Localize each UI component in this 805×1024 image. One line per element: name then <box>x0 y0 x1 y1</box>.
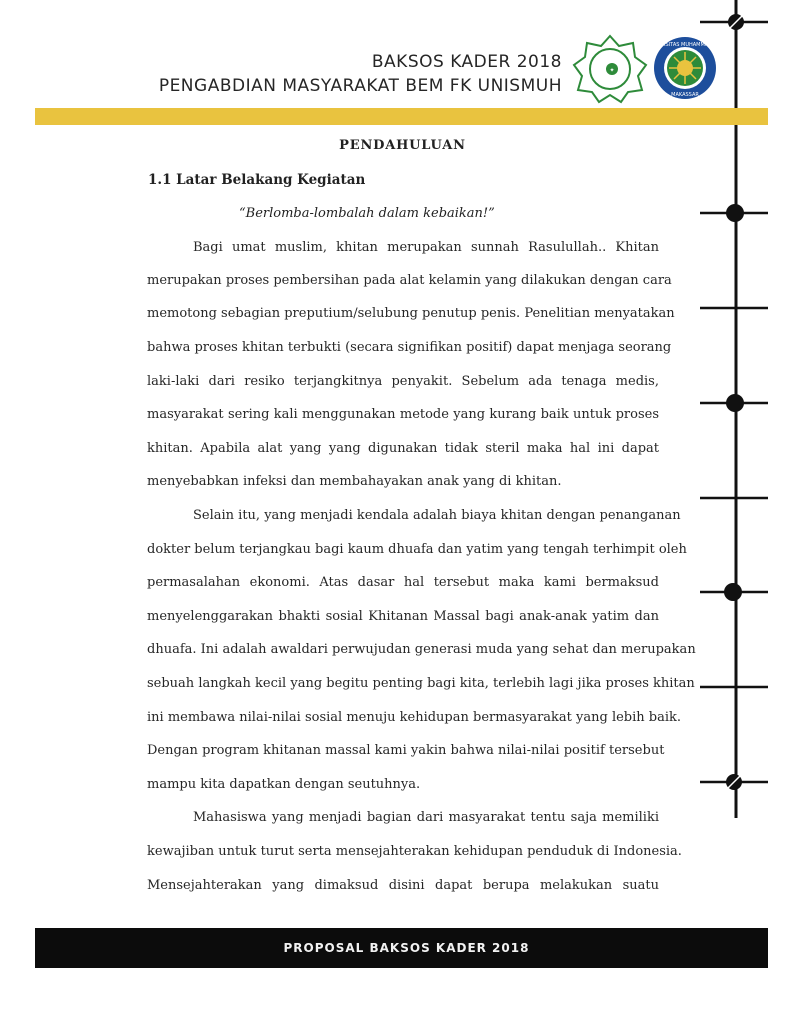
muhammadiyah-logo-icon <box>572 34 648 104</box>
logo-text-top: UNIVERSITAS MUHAMMADIYAH <box>646 42 724 48</box>
paragraph-line: mampu kita dapatkan dengan seutuhnya. <box>147 777 421 792</box>
paragraph-line: dhuafa. Ini adalah awaldari perwujudan generasi muda yang sehat dan merupakan <box>147 642 696 657</box>
paragraph-line: Bagi umat muslim, khitan merupakan sunnah Rasulullah.. Khitan <box>193 240 659 255</box>
paragraph-line: permasalahan ekonomi. Atas dasar hal tersebut maka kami bermaksud <box>147 575 659 590</box>
paragraph-line: ini membawa nilai-nilai sosial menuju kehidupan bermasyarakat yang lebih baik. <box>147 710 682 725</box>
header-accent-bar <box>35 108 768 125</box>
section-heading: 1.1 Latar Belakang Kegiatan <box>148 172 366 188</box>
page-title: PENDAHULUAN <box>339 138 466 153</box>
paragraph-line: Mahasiswa yang menjadi bagian dari masyarakat tentu saja memiliki <box>193 810 659 825</box>
header-title: BAKSOS KADER 2018 <box>371 52 562 72</box>
footer-label: PROPOSAL BAKSOS KADER 2018 <box>283 941 530 955</box>
timeline-dot <box>726 204 744 222</box>
paragraph-line: Dengan program khitanan massal kami yakin bahwa nilai-nilai positif tersebut <box>147 743 665 758</box>
paragraph-line: sebuah langkah kecil yang begitu penting bagi kita, terlebih lagi jika proses khitan <box>147 676 695 691</box>
timeline-dot <box>724 583 742 601</box>
quote: “Berlomba-lombalah dalam kebaikan!” <box>239 206 495 221</box>
paragraph-line: Mensejahterakan yang dimaksud disini dapat berupa melakukan suatu <box>147 878 659 893</box>
logo-text-bottom: MAKASSAR <box>671 92 699 98</box>
paragraph-line: masyarakat sering kali menggunakan metode yang kurang baik untuk proses <box>147 407 659 422</box>
paragraph-line: khitan. Apabila alat yang yang digunakan tidak steril maka hal ini dapat <box>147 441 659 456</box>
timeline-dot <box>726 394 744 412</box>
paragraph-line: menyelenggarakan bhakti sosial Khitanan Massal bagi anak-anak yatim dan <box>147 609 659 624</box>
paragraph-line: menyebabkan infeksi dan membahayakan anak yang di khitan. <box>147 474 562 489</box>
paragraph-line: kewajiban untuk turut serta mensejahterakan kehidupan penduduk di Indonesia. <box>147 844 682 859</box>
footer-bar <box>35 928 768 968</box>
paragraph-line: bahwa proses khitan terbukti (secara signifikan positif) dapat menjaga seorang <box>147 340 672 355</box>
paragraph-line: merupakan proses pembersihan pada alat kelamin yang dilakukan dengan cara <box>147 273 672 288</box>
paragraph-line: memotong sebagian preputium/selubung penutup penis. Penelitian menyatakan <box>147 306 675 321</box>
universitas-muhammadiyah-makassar-logo-icon <box>646 36 724 100</box>
header-subtitle: PENGABDIAN MASYARAKAT BEM FK UNISMUH <box>158 76 562 96</box>
paragraph-line: laki-laki dari resiko terjangkitnya penyakit. Sebelum ada tenaga medis, <box>147 374 659 389</box>
paragraph-line: Selain itu, yang menjadi kendala adalah biaya khitan dengan penanganan <box>193 508 681 523</box>
svg-text:✦: ✦ <box>609 67 615 74</box>
paragraph-line: dokter belum terjangkau bagi kaum dhuafa dan yatim yang tengah terhimpit oleh <box>147 542 687 557</box>
